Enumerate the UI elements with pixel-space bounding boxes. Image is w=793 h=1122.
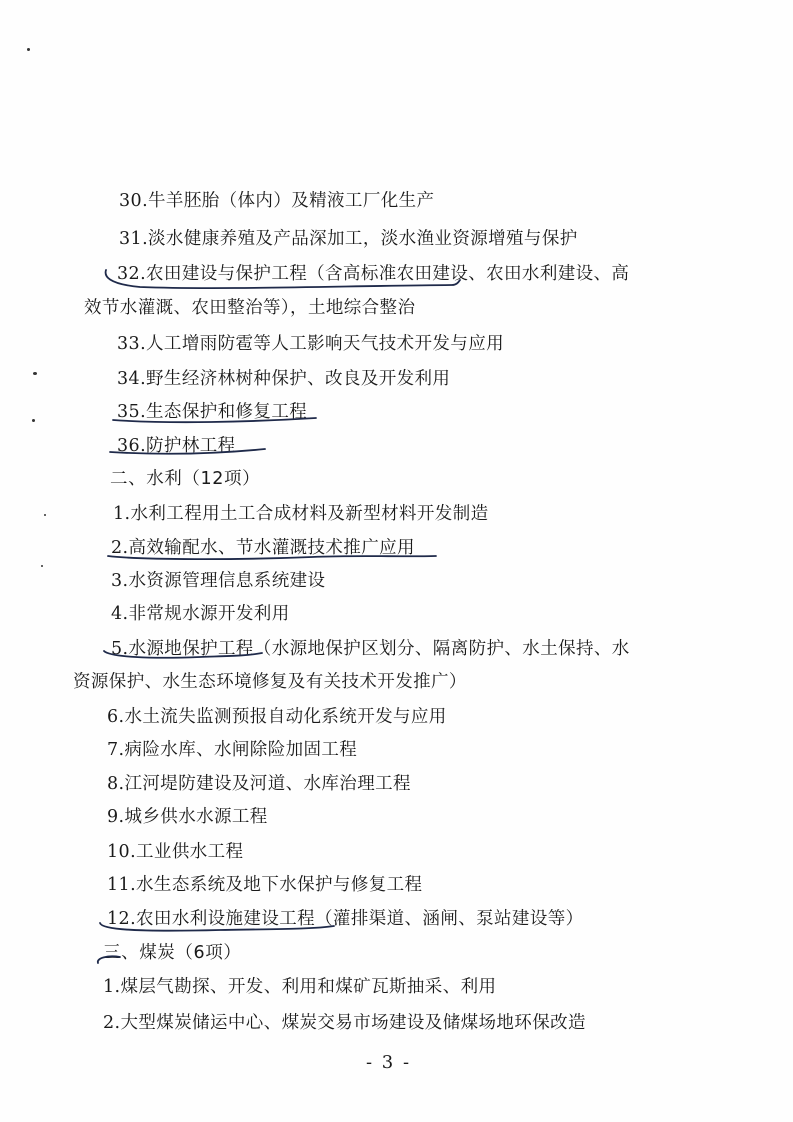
text-line: 36.防护林工程: [117, 436, 236, 456]
text-line: 效节水灌溉、农田整治等），土地综合整治: [84, 298, 416, 318]
text-line: 9.城乡供水水源工程: [107, 807, 268, 827]
scan-speck: [44, 514, 46, 516]
text-line: 2.高效输配水、节水灌溉技术推广应用: [111, 538, 415, 558]
text-line: 12.农田水利设施建设工程（灌排渠道、涵闸、泵站建设等）: [107, 909, 584, 929]
text-line: 7.病险水库、水闸除险加固工程: [107, 740, 358, 760]
text-line: 30.牛羊胚胎（体内）及精液工厂化生产: [119, 191, 435, 211]
scan-speck: [33, 372, 37, 375]
text-line: 8.江河堤防建设及河道、水库治理工程: [107, 774, 411, 794]
page-number: - 3 -: [366, 1052, 412, 1073]
text-line: 1.煤层气勘探、开发、利用和煤矿瓦斯抽采、利用: [103, 977, 497, 997]
text-line: 32.农田建设与保护工程（含高标准农田建设、农田水利建设、高: [117, 264, 630, 284]
text-line: 31.淡水健康养殖及产品深加工，淡水渔业资源增殖与保护: [119, 229, 578, 249]
text-line: 1.水利工程用土工合成材料及新型材料开发制造: [113, 504, 489, 524]
scan-speck: [27, 48, 30, 51]
text-line: 33.人工增雨防雹等人工影响天气技术开发与应用: [117, 334, 505, 354]
text-line: 34.野生经济林树种保护、改良及开发利用: [117, 369, 451, 389]
text-line: 5.水源地保护工程（水源地保护区划分、隔离防护、水土保持、水: [111, 639, 630, 659]
text-line: 资源保护、水生态环境修复及有关技术开发推广）: [73, 672, 467, 692]
text-line: 3.水资源管理信息系统建设: [111, 571, 326, 591]
text-line: 2.大型煤炭储运中心、煤炭交易市场建设及储煤场地环保改造: [103, 1013, 586, 1033]
text-line: 4.非常规水源开发利用: [111, 604, 290, 624]
scan-speck: [32, 419, 35, 422]
scan-speck: [41, 565, 43, 567]
section-heading: 三、煤炭（6项）: [103, 943, 242, 963]
text-line: 11.水生态系统及地下水保护与修复工程: [107, 875, 423, 895]
text-line: 10.工业供水工程: [107, 842, 244, 862]
text-line: 35.生态保护和修复工程: [117, 402, 308, 422]
text-line: 6.水土流失监测预报自动化系统开发与应用: [107, 707, 447, 727]
section-heading: 二、水利（12项）: [110, 469, 261, 489]
